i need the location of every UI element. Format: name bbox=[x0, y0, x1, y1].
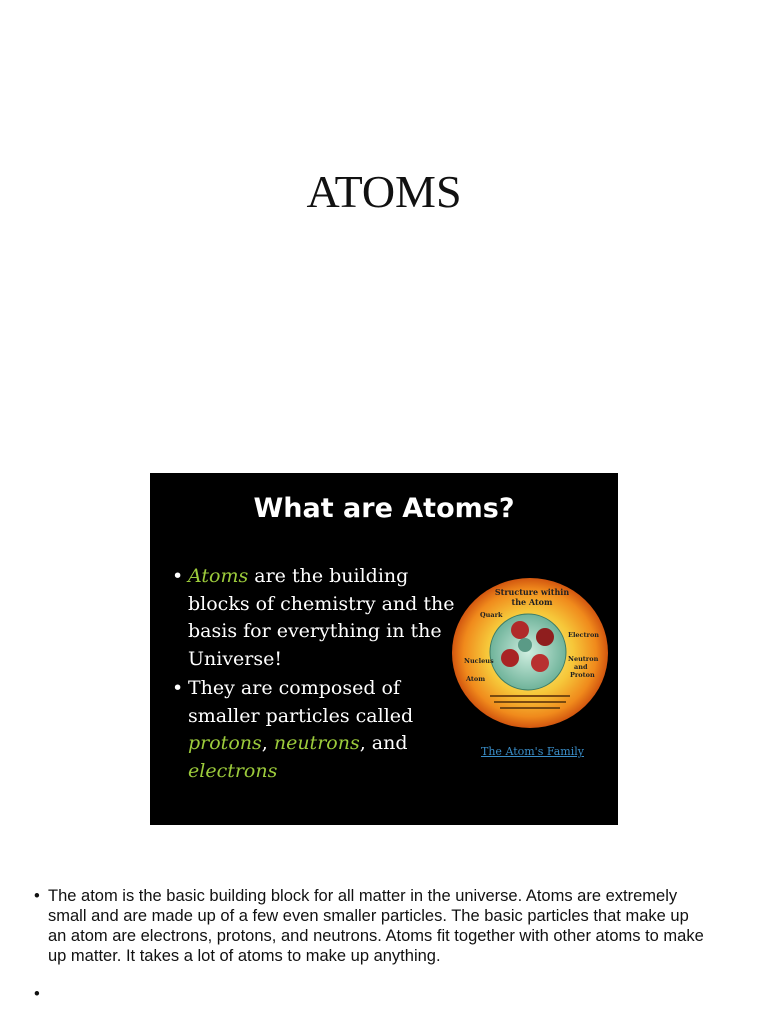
slide-bullet-1 bbox=[170, 563, 460, 673]
bullet-2-sep1: , bbox=[261, 732, 274, 754]
particle bbox=[531, 654, 549, 672]
bullet-1-text: are the building blocks of chemistry and the basis for everything in the Universe! bbox=[188, 565, 455, 670]
atom-structure-diagram bbox=[450, 575, 610, 730]
label-and: and bbox=[574, 663, 588, 671]
slide-bullet-2 bbox=[170, 675, 460, 785]
bullet-dot: • bbox=[172, 565, 184, 587]
bullet-2-sep2: , and bbox=[359, 732, 408, 754]
label-atom: Atom bbox=[466, 675, 486, 683]
term-atoms: Atoms bbox=[188, 565, 249, 587]
slide-image bbox=[150, 473, 618, 825]
particle bbox=[518, 638, 532, 652]
label-nucleus: Nucleus bbox=[464, 657, 494, 665]
page-title: ATOMS bbox=[306, 166, 462, 217]
label-proton: Proton bbox=[570, 671, 595, 679]
label-quark: Quark bbox=[480, 611, 503, 619]
slide-bullets bbox=[170, 563, 460, 787]
bullet-2-text: They are composed of smaller particles called bbox=[188, 677, 414, 727]
caption-lines bbox=[490, 695, 570, 697]
caption-lines bbox=[500, 707, 560, 709]
diagram-heading-2: the Atom bbox=[511, 597, 553, 607]
particle bbox=[511, 621, 529, 639]
label-neutron: Neutron bbox=[568, 655, 599, 663]
term-protons: protons bbox=[188, 732, 262, 754]
caption-lines bbox=[494, 701, 566, 703]
nucleus bbox=[490, 614, 566, 690]
body-bullet-2-cut bbox=[30, 984, 710, 1003]
particle bbox=[501, 649, 519, 667]
body-paragraph: The atom is the basic building block for all matter in the universe. Atoms are extremely small and are made up of a few even smaller particles. The basic particles that make up an atom are electrons, protons, and neutrons. Atoms fit together with other atoms to make up matter. It takes a lot of atoms to make up anything. bbox=[48, 887, 704, 965]
label-electron: Electron bbox=[568, 631, 600, 639]
body-bullet-1 bbox=[30, 886, 710, 966]
bullet-dot: • bbox=[34, 985, 40, 1003]
body-text bbox=[30, 886, 710, 1003]
bullet-dot: • bbox=[172, 677, 184, 699]
particle bbox=[536, 628, 554, 646]
slide-title: What are Atoms? bbox=[253, 493, 515, 524]
term-electrons: electrons bbox=[188, 759, 278, 782]
term-neutrons: neutrons bbox=[273, 732, 360, 754]
atoms-family-link[interactable]: The Atom's Family bbox=[481, 745, 584, 758]
diagram-heading: Structure within bbox=[494, 587, 570, 597]
bullet-dot: • bbox=[34, 887, 40, 905]
